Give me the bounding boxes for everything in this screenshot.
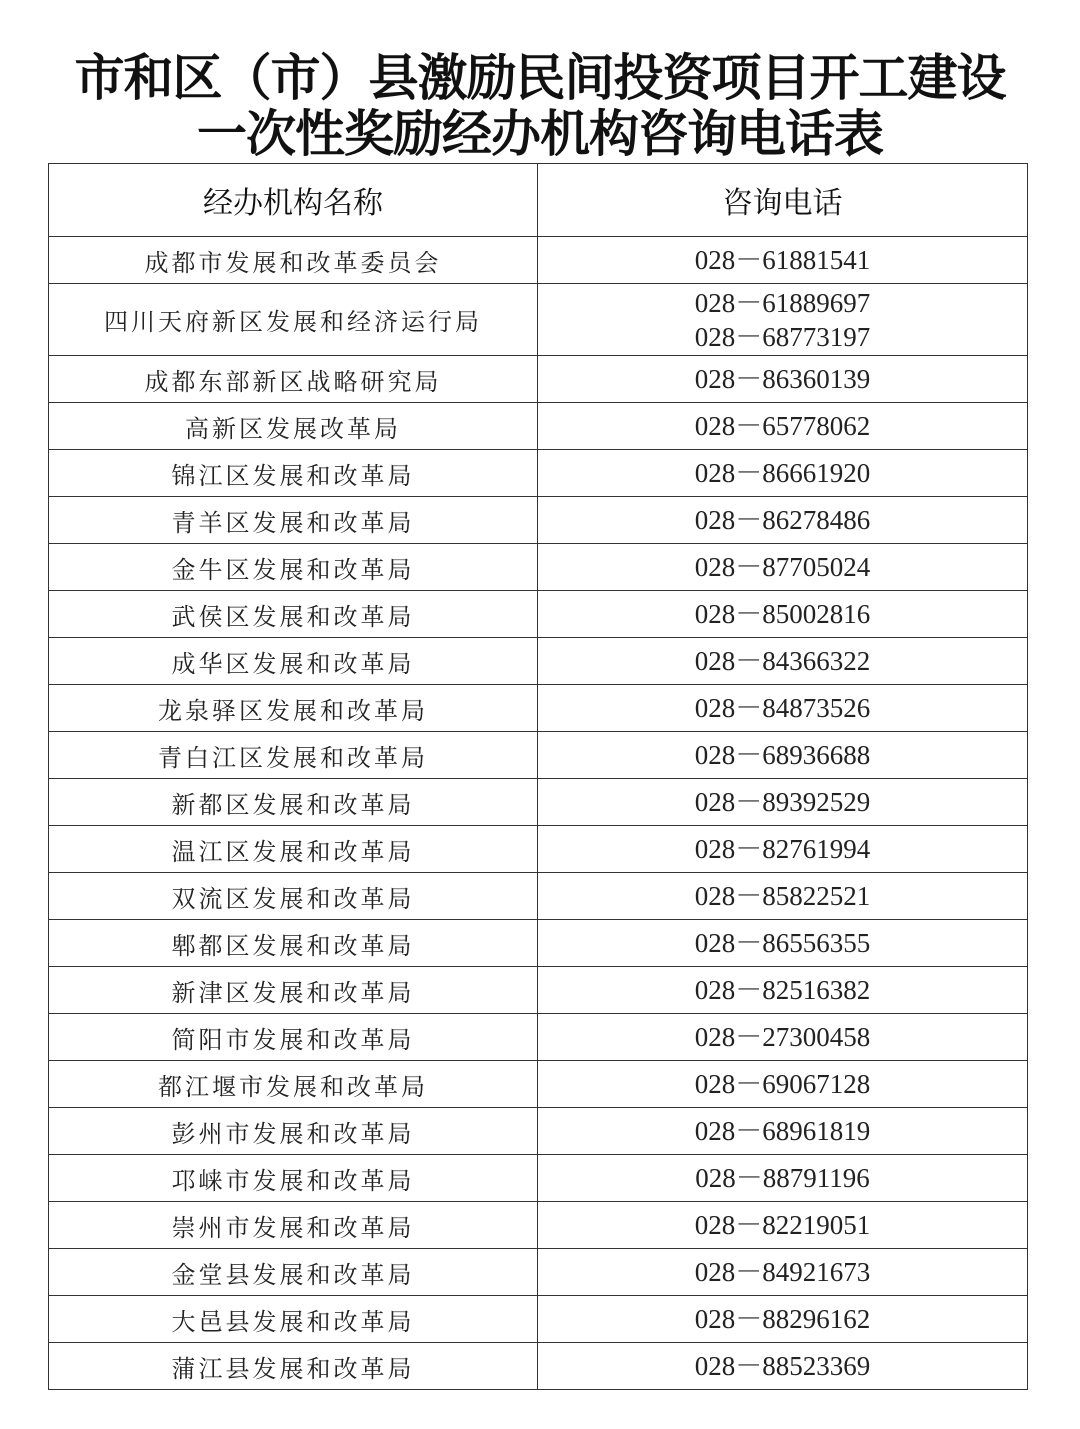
table-row [49, 284, 1028, 356]
phone-cell [538, 779, 1028, 826]
org-name-cell: 金堂县发展和改革局 [49, 1249, 538, 1296]
header-org-name: 经办机构名称 [49, 164, 538, 237]
org-name-cell: 蒲江县发展和改革局 [49, 1343, 538, 1390]
table-row [49, 497, 1028, 544]
phone-number: 028－82219051 [694, 1210, 871, 1240]
org-name-cell: 成都市发展和改革委员会 [49, 237, 538, 284]
phone-number: 028－61889697 [694, 287, 871, 318]
phone-number: 028－84366322 [694, 646, 871, 676]
table-row [49, 403, 1028, 450]
table-header-row [49, 164, 1028, 237]
org-name-cell: 金牛区发展和改革局 [49, 544, 538, 591]
phone-number: 028－82761994 [694, 834, 871, 864]
phone-cell [538, 497, 1028, 544]
phone-number: 028－68773197 [694, 321, 871, 352]
phone-cell [538, 1108, 1028, 1155]
phone-number: 028－86278486 [694, 505, 871, 535]
org-name-cell: 大邑县发展和改革局 [49, 1296, 538, 1343]
phone-number: 028－69067128 [694, 1069, 871, 1099]
phone-cell [538, 403, 1028, 450]
phone-number: 028－88523369 [694, 1351, 871, 1381]
table-row [49, 591, 1028, 638]
phone-cell [538, 826, 1028, 873]
phone-cell [538, 356, 1028, 403]
org-name-cell: 郫都区发展和改革局 [49, 920, 538, 967]
phone-cell [538, 544, 1028, 591]
header-phone: 咨询电话 [538, 164, 1028, 237]
org-name-cell: 高新区发展改革局 [49, 403, 538, 450]
phone-cell [538, 237, 1028, 284]
phone-number: 028－27300458 [694, 1022, 871, 1052]
phone-number: 028－68936688 [694, 740, 871, 770]
table-row [49, 1014, 1028, 1061]
phone-cell [538, 1061, 1028, 1108]
phone-number: 028－87705024 [694, 552, 871, 582]
table-row [49, 638, 1028, 685]
phone-number: 028－84921673 [694, 1257, 871, 1287]
org-name-cell: 成都东部新区战略研究局 [49, 356, 538, 403]
table-row [49, 237, 1028, 284]
phone-cell [538, 1014, 1028, 1061]
phone-number: 028－82516382 [694, 975, 871, 1005]
table-row [49, 450, 1028, 497]
org-name-cell: 四川天府新区发展和经济运行局 [49, 284, 538, 356]
org-name-cell: 龙泉驿区发展和改革局 [49, 685, 538, 732]
org-name-cell: 彭州市发展和改革局 [49, 1108, 538, 1155]
phone-cell [538, 450, 1028, 497]
phone-number: 028－61881541 [694, 245, 871, 275]
table-row [49, 732, 1028, 779]
org-name-cell: 新都区发展和改革局 [49, 779, 538, 826]
phone-cell [538, 1155, 1028, 1202]
table-row [49, 544, 1028, 591]
phone-cell [538, 284, 1028, 356]
table-row [49, 1343, 1028, 1390]
phone-number: 028－86661920 [694, 458, 871, 488]
phone-cell [538, 638, 1028, 685]
org-name-cell: 崇州市发展和改革局 [49, 1202, 538, 1249]
phone-number: 028－68961819 [694, 1116, 871, 1146]
org-name-cell: 成华区发展和改革局 [49, 638, 538, 685]
table-row [49, 967, 1028, 1014]
phone-cell [538, 685, 1028, 732]
phone-number: 028－89392529 [694, 787, 871, 817]
phone-number: 028－65778062 [694, 411, 871, 441]
phone-cell [538, 967, 1028, 1014]
phone-cell [538, 1249, 1028, 1296]
phone-cell [538, 920, 1028, 967]
phone-number: 028－85822521 [694, 881, 871, 911]
table-row [49, 826, 1028, 873]
phone-cell [538, 1202, 1028, 1249]
contact-table [48, 163, 1028, 1390]
table-row [49, 1108, 1028, 1155]
org-name-cell: 简阳市发展和改革局 [49, 1014, 538, 1061]
table-row [49, 1296, 1028, 1343]
phone-number: 028－84873526 [694, 693, 871, 723]
table-row [49, 920, 1028, 967]
org-name-cell: 锦江区发展和改革局 [49, 450, 538, 497]
phone-cell [538, 591, 1028, 638]
table-row [49, 1202, 1028, 1249]
document-title-line-2: 一次性奖励经办机构咨询电话表 [197, 105, 883, 163]
phone-cell [538, 873, 1028, 920]
phone-number: 028－86556355 [694, 928, 871, 958]
table-body [49, 237, 1028, 1390]
phone-cell [538, 732, 1028, 779]
org-name-cell: 新津区发展和改革局 [49, 967, 538, 1014]
phone-number: 028－88296162 [694, 1304, 871, 1334]
table-row [49, 779, 1028, 826]
org-name-cell: 青白江区发展和改革局 [49, 732, 538, 779]
phone-cell [538, 1296, 1028, 1343]
phone-number: 028－86360139 [694, 364, 871, 394]
table-row [49, 356, 1028, 403]
table-row [49, 1061, 1028, 1108]
org-name-cell: 都江堰市发展和改革局 [49, 1061, 538, 1108]
phone-cell [538, 1343, 1028, 1390]
org-name-cell: 双流区发展和改革局 [49, 873, 538, 920]
table-row [49, 873, 1028, 920]
org-name-cell: 温江区发展和改革局 [49, 826, 538, 873]
document-title-line-1: 市和区（市）县激励民间投资项目开工建设 [74, 49, 1006, 107]
table-row [49, 685, 1028, 732]
phone-number: 028－88791196 [695, 1163, 870, 1193]
org-name-cell: 青羊区发展和改革局 [49, 497, 538, 544]
org-name-cell: 武侯区发展和改革局 [49, 591, 538, 638]
phone-number: 028－85002816 [694, 599, 871, 629]
org-name-cell: 邛崃市发展和改革局 [49, 1155, 538, 1202]
table-row [49, 1249, 1028, 1296]
table-row [49, 1155, 1028, 1202]
